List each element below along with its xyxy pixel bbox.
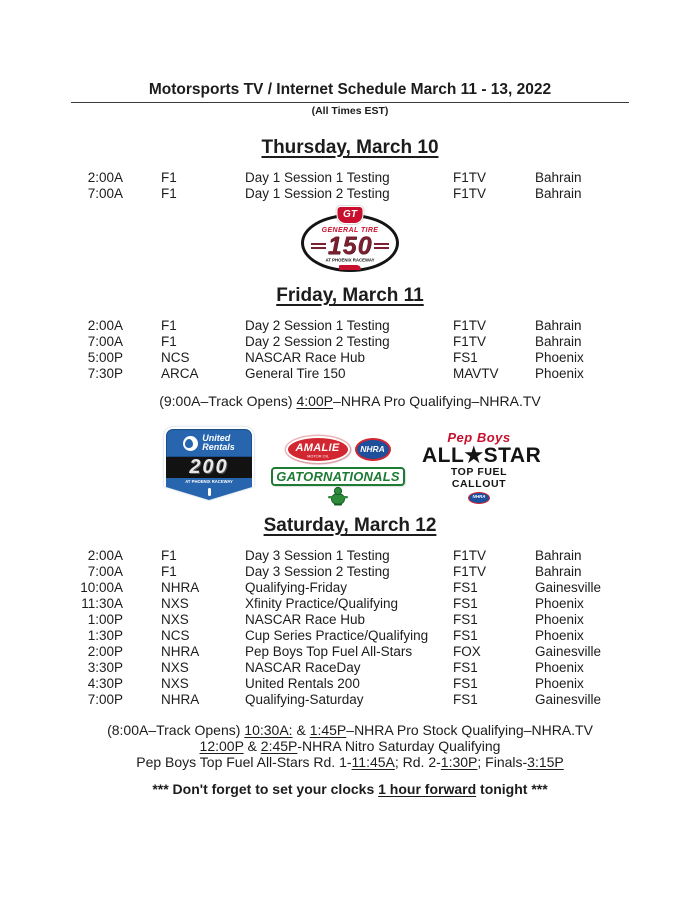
table-row [55,318,645,334]
pep-boys-wordmark: Pep Boys [447,430,511,445]
channel-cell: FS1 [453,692,478,707]
friday-heading: Friday, March 11 [276,285,424,306]
series-cell: F1 [161,334,177,349]
cactus-icon [208,488,211,496]
channel-cell: MAVTV [453,366,499,381]
thursday-heading: Thursday, March 10 [261,137,439,158]
location-cell: Phoenix [535,612,584,627]
table-row [55,692,645,708]
location-cell: Bahrain [535,548,582,563]
table-row [55,580,645,596]
top-fuel-callout-wordmark: TOP FUEL CALLOUT [450,466,508,490]
series-cell: NCS [161,350,190,365]
time-cell: 5:00P [87,350,123,365]
table-row [55,548,645,564]
event-cell: United Rentals 200 [245,676,360,691]
ur-race-number: 200 [164,457,254,478]
time-cell: 7:00A [87,334,123,349]
nhra-small-oval-icon: NHRA [468,492,490,504]
series-cell: NXS [161,676,189,691]
time-cell: 1:00P [87,612,123,627]
event-cell: Day 2 Session 2 Testing [245,334,390,349]
table-row [55,676,645,692]
time-cell: 7:30P [87,366,123,381]
table-row [55,660,645,676]
table-row [55,186,645,202]
location-cell: Gainesville [535,580,602,595]
event-cell: Day 1 Session 1 Testing [245,170,390,185]
gatornationals-wordmark: GATORNATIONALS [271,467,404,486]
race-car-icon [339,265,361,270]
gt-badge-icon: GT [337,206,364,224]
event-cell: Day 2 Session 1 Testing [245,318,390,333]
channel-cell: F1TV [453,564,487,579]
event-cell: NASCAR Race Hub [245,612,366,627]
table-row [55,628,645,644]
time-cell: 2:00A [87,170,123,185]
event-logos-row [164,427,542,505]
gator-mascot-icon [326,486,350,506]
series-cell: F1 [161,318,177,333]
united-rentals-200-logo [164,427,254,500]
series-cell: NHRA [161,692,200,707]
nitro-qualifying-note: 12:00P & 2:45P-NHRA Nitro Saturday Qualifying [199,738,501,754]
event-cell: Qualifying-Saturday [245,692,364,707]
channel-cell: FS1 [453,612,478,627]
table-row [55,334,645,350]
location-cell: Bahrain [535,334,582,349]
amalie-gatornationals-logo [272,427,404,506]
table-row [55,366,645,382]
series-cell: NXS [161,596,189,611]
time-cell: 1:30P [87,628,123,643]
series-cell: NXS [161,660,189,675]
all-stars-rounds-note: Pep Boys Top Fuel All-Stars Rd. 1-11:45A; Rd. 2-1:30P; Finals-3:15P [136,754,564,770]
location-cell: Bahrain [535,170,582,185]
gt-right-stripes-icon [374,243,389,250]
location-cell: Phoenix [535,366,584,381]
united-rentals-wordmark: United Rentals [202,432,235,452]
pep-boys-allstar-callout-logo [422,427,542,504]
channel-cell: F1TV [453,334,487,349]
location-cell: Phoenix [535,350,584,365]
event-cell: NASCAR RaceDay [245,660,361,675]
channel-cell: FOX [453,644,481,659]
event-cell: Xfinity Practice/Qualifying [245,596,399,611]
saturday-notes [0,722,700,770]
time-cell: 4:30P [87,676,123,691]
table-row [55,644,645,660]
series-cell: ARCA [161,366,199,381]
time-cell: 3:30P [87,660,123,675]
event-cell: Pep Boys Top Fuel All-Stars [245,644,413,659]
ur-shield-point [166,487,252,500]
channel-cell: F1TV [453,170,487,185]
series-cell: F1 [161,170,177,185]
series-cell: NCS [161,628,190,643]
gt-race-number: 150 [327,232,373,260]
channel-cell: FS1 [453,628,478,643]
clocks-forward-reminder: *** Don't forget to set your clocks 1 hour forward tonight *** [152,781,548,797]
nhra-oval-icon: NHRA [355,438,391,461]
series-cell: F1 [161,564,177,579]
event-cell: Day 3 Session 1 Testing [245,548,390,563]
series-cell: F1 [161,186,177,201]
table-row [55,612,645,628]
event-cell: Qualifying-Friday [245,580,348,595]
gt-venue-text: AT PHOENIX RACEWAY [325,258,375,264]
channel-cell: FS1 [453,660,478,675]
event-cell: NASCAR Race Hub [245,350,366,365]
general-tire-150-logo [298,206,402,277]
all-star-wordmark: ALL★STAR [422,444,542,467]
channel-cell: F1TV [453,548,487,563]
table-row [55,596,645,612]
time-cell: 2:00P [87,644,123,659]
location-cell: Gainesville [535,644,602,659]
friday-schedule [55,318,645,382]
event-cell: General Tire 150 [245,366,346,381]
saturday-heading: Saturday, March 12 [263,515,437,536]
time-cell: 10:00A [80,580,123,595]
thursday-schedule [55,170,645,202]
channel-cell: F1TV [453,186,487,201]
series-cell: NHRA [161,580,200,595]
united-rentals-circle-icon [183,436,198,451]
event-cell: Day 1 Session 2 Testing [245,186,390,201]
pro-stock-qualifying-note: (8:00A–Track Opens) 10:30A: & 1:45P–NHRA Pro Stock Qualifying–NHRA.TV [107,722,593,738]
series-cell: NHRA [161,644,200,659]
page-title: Motorsports TV / Internet Schedule March 11 - 13, 2022 [148,81,552,98]
location-cell: Bahrain [535,564,582,579]
time-cell: 7:00A [87,564,123,579]
gt-left-stripes-icon [311,243,326,250]
event-cell: Cup Series Practice/Qualifying [245,628,429,643]
title-divider [71,102,629,103]
channel-cell: FS1 [453,580,478,595]
location-cell: Phoenix [535,676,584,691]
location-cell: Bahrain [535,318,582,333]
channel-cell: F1TV [453,318,487,333]
location-cell: Bahrain [535,186,582,201]
series-cell: F1 [161,548,177,563]
channel-cell: FS1 [453,596,478,611]
friday-qualifying-note: (9:00A–Track Opens) 4:00P–NHRA Pro Qualifying–NHRA.TV [159,393,541,409]
all-times-note: (All Times EST) [311,105,389,117]
time-cell: 7:00P [87,692,123,707]
saturday-schedule [55,548,645,708]
table-row [55,170,645,186]
event-cell: Day 3 Session 2 Testing [245,564,390,579]
table-row [55,350,645,366]
series-cell: NXS [161,612,189,627]
amalie-oval-icon: AMALIE MOTOR OIL [286,436,350,463]
location-cell: Gainesville [535,692,602,707]
table-row [55,564,645,580]
ur-venue-text: AT PHOENIX RACEWAY [164,478,254,487]
location-cell: Phoenix [535,628,584,643]
time-cell: 2:00A [87,548,123,563]
time-cell: 7:00A [87,186,123,201]
location-cell: Phoenix [535,660,584,675]
general-tire-wordmark: GENERAL TIRE [321,227,379,234]
time-cell: 11:30A [81,596,123,611]
location-cell: Phoenix [535,596,584,611]
channel-cell: FS1 [453,350,478,365]
time-cell: 2:00A [87,318,123,333]
channel-cell: FS1 [453,676,478,691]
